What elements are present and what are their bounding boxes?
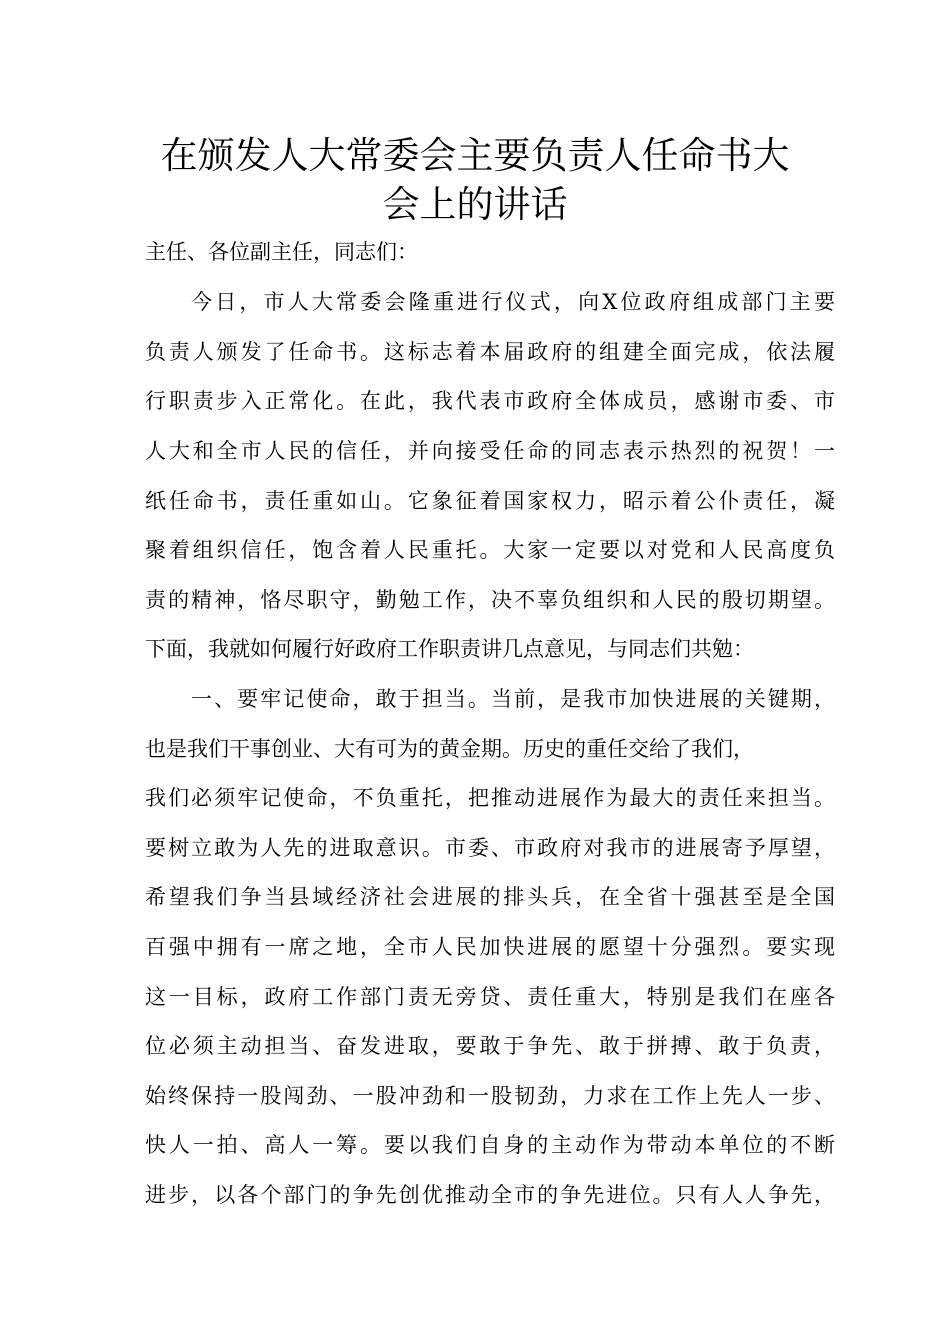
- document-title-line-2: 会上的讲话: [382, 183, 568, 226]
- body-line: 这一目标，政府工作部门责无旁贷、责任重大，特别是我们在座各: [145, 985, 835, 1009]
- document-title-line-1: 在颁发人大常委会主要负责人任命书大: [160, 134, 790, 177]
- body-line: 我们必须牢记使命，不负重托，把推动进展作为最大的责任来担当。: [145, 786, 835, 810]
- body-line: 始终保持一股闯劲、一股冲劲和一股韧劲，力求在工作上先人一步、: [145, 1084, 835, 1108]
- salutation: 主任、各位副主任，同志们：: [145, 240, 418, 264]
- body-line: 快人一拍、高人一筹。要以我们自身的主动作为带动本单位的不断: [145, 1133, 835, 1157]
- body-line: 下面，我就如何履行好政府工作职责讲几点意见，与同志们共勉：: [145, 637, 754, 661]
- body-line: 纸任命书，责任重如山。它象征着国家权力，昭示着公仆责任，凝: [145, 489, 835, 513]
- body-line: 百强中拥有一席之地，全市人民加快进展的愿望十分强烈。要实现: [145, 935, 835, 959]
- body-line: 进步，以各个部门的争先创优推动全市的争先进位。只有人人争先，: [145, 1183, 835, 1207]
- body-line: 要树立敢为人先的进取意识。市委、市政府对我市的进展寄予厚望，: [145, 836, 835, 860]
- body-line: 位必须主动担当、奋发进取，要敢于争先、敢于拼搏、敢于负责，: [145, 1034, 835, 1058]
- body-line: 一、要牢记使命，敢于担当。当前，是我市加快进展的关键期，: [191, 687, 835, 711]
- body-line: 人大和全市人民的信任，并向接受任命的同志表示热烈的祝贺！一: [145, 439, 835, 463]
- body-line: 行职责步入正常化。在此，我代表市政府全体成员，感谢市委、市: [145, 389, 835, 413]
- body-line: 希望我们争当县域经济社会进展的排头兵，在全省十强甚至是全国: [145, 885, 835, 909]
- body-line: 聚着组织信任，饱含着人民重托。大家一定要以对党和人民高度负: [145, 538, 835, 562]
- body-line: 也是我们干事创业、大有可为的黄金期。历史的重任交给了我们，: [145, 737, 754, 761]
- body-line: 负责人颁发了任命书。这标志着本届政府的组建全面完成，依法履: [145, 340, 835, 364]
- body-line: 今日，市人大常委会隆重进行仪式，向X位政府组成部门主要: [191, 290, 835, 314]
- body-line: 责的精神，恪尽职守，勤勉工作，决不辜负组织和人民的殷切期望。: [145, 588, 835, 612]
